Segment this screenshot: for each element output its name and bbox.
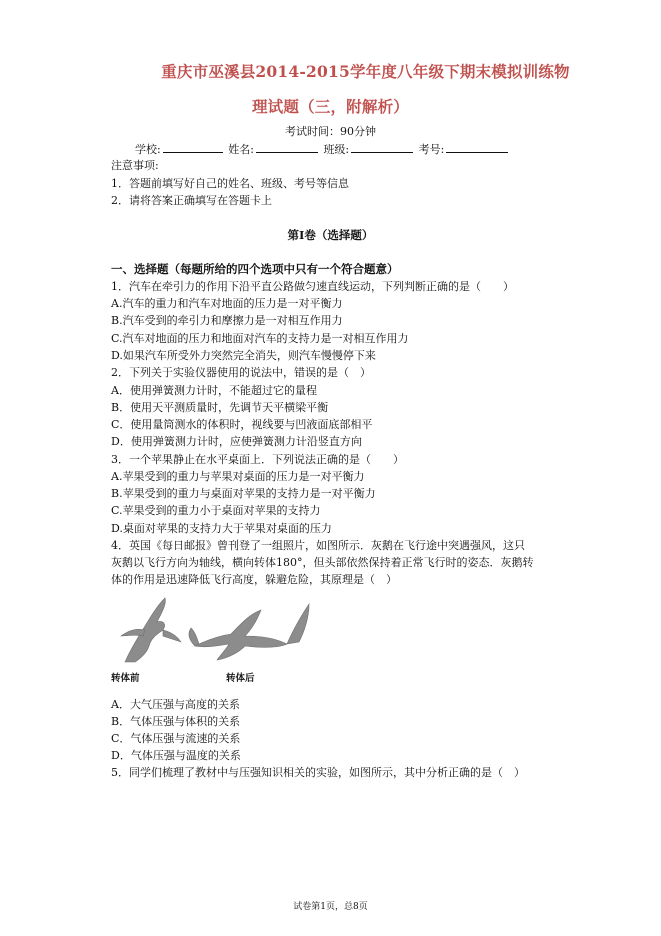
question-2-stem: 2．下列关于实验仪器使用的说法中，错误的是（ ） bbox=[111, 366, 371, 379]
question-1-option-b: B.汽车受到的牵引力和摩擦力是一对相互作用力 bbox=[111, 314, 343, 327]
question-3-option-c: C.苹果受到的重力小于桌面对苹果的支持力 bbox=[111, 504, 321, 517]
goose-before-icon bbox=[121, 598, 181, 662]
question-4-stem-line2: 灰鹅以飞行方向为轴线，横向转体180°，但头部依然保持着正常飞行时的姿态．灰鹅转 bbox=[111, 556, 534, 569]
school-blank[interactable] bbox=[163, 141, 223, 153]
question-1-option-d: D.如果汽车所受外力突然完全消失，则汽车慢慢停下来 bbox=[111, 349, 376, 362]
question-2-option-b: B．使用天平测质量时，先调节天平横梁平衡 bbox=[111, 401, 329, 414]
class-label: 班级: bbox=[323, 143, 350, 156]
name-blank[interactable] bbox=[256, 141, 318, 153]
question-1-option-a: A.汽车的重力和汽车对地面的压力是一对平衡力 bbox=[111, 297, 343, 310]
number-blank[interactable] bbox=[446, 141, 508, 153]
question-4-option-d: D．气体压强与温度的关系 bbox=[111, 749, 241, 762]
goose-figure-graphic bbox=[111, 590, 321, 670]
student-info-line bbox=[135, 141, 510, 157]
name-label: 姓名: bbox=[228, 143, 254, 156]
question-4-option-c: C．气体压强与流速的关系 bbox=[111, 732, 241, 745]
exam-title-line2: 理试题（三，附解析） bbox=[251, 97, 409, 116]
question-2-option-c: C．使用量筒测水的体积时，视线要与凹液面底部相平 bbox=[111, 418, 373, 431]
figure-label-after: 转体后 bbox=[226, 673, 255, 684]
question-4-option-b: B．气体压强与体积的关系 bbox=[111, 715, 241, 728]
question-4-stem-line3: 体的作用是迅速降低飞行高度，躲避危险，其原理是（ ） bbox=[111, 573, 397, 586]
question-2-option-a: A．使用弹簧测力计时，不能超过它的量程 bbox=[111, 384, 317, 397]
question-2-option-d: D．使用弹簧测力计时，应使弹簧测力计沿竖直方向 bbox=[111, 435, 362, 448]
school-label: 学校: bbox=[135, 143, 161, 156]
question-1-stem: 1．汽车在牵引力的作用下沿平直公路做匀速直线运动，下列判断正确的是（ ） bbox=[111, 280, 514, 293]
goose-figure bbox=[111, 590, 321, 690]
question-3-option-d: D.桌面对苹果的支持力大于苹果对桌面的压力 bbox=[111, 522, 332, 535]
notice-title: 注意事项: bbox=[111, 159, 159, 172]
question-5-stem: 5．同学们梳理了教材中与压强知识相关的实验，如图所示，其中分析正确的是（ ） bbox=[111, 766, 525, 779]
figure-label-before: 转体前 bbox=[111, 673, 140, 684]
class-blank[interactable] bbox=[351, 141, 413, 153]
question-3-option-a: A.苹果受到的重力与苹果对桌面的压力是一对平衡力 bbox=[111, 470, 365, 483]
question-4-option-a: A．大气压强与高度的关系 bbox=[111, 698, 240, 711]
section-title: 一、选择题（每题所给的四个选项中只有一个符合题意） bbox=[111, 262, 399, 276]
notice-item-1: 1．答题前填写好自己的姓名、班级、考号等信息 bbox=[111, 177, 349, 190]
notice-item-2: 2．请将答案正确填写在答题卡上 bbox=[111, 194, 272, 207]
exam-title-line1: 重庆市巫溪县2014-2015学年度八年级下期末模拟训练物 bbox=[161, 62, 570, 81]
page-footer: 试卷第1页，总8页 bbox=[293, 902, 368, 912]
number-label: 考号: bbox=[418, 143, 445, 156]
question-3-stem: 3．一个苹果静止在水平桌面上．下列说法正确的是（ ） bbox=[111, 453, 404, 466]
goose-after-icon bbox=[189, 604, 309, 660]
question-3-option-b: B.苹果受到的重力与桌面对苹果的支持力是一对平衡力 bbox=[111, 487, 376, 500]
volume-title: 第I卷（选择题） bbox=[287, 228, 374, 242]
exam-time: 考试时间：90分钟 bbox=[285, 125, 376, 138]
question-1-option-c: C.汽车对地面的压力和地面对汽车的支持力是一对相互作用力 bbox=[111, 332, 409, 345]
question-4-stem-line1: 4．英国《每日邮报》曾刊登了一组照片，如图所示．灰鹅在飞行途中突遇强风，这只 bbox=[111, 539, 525, 552]
